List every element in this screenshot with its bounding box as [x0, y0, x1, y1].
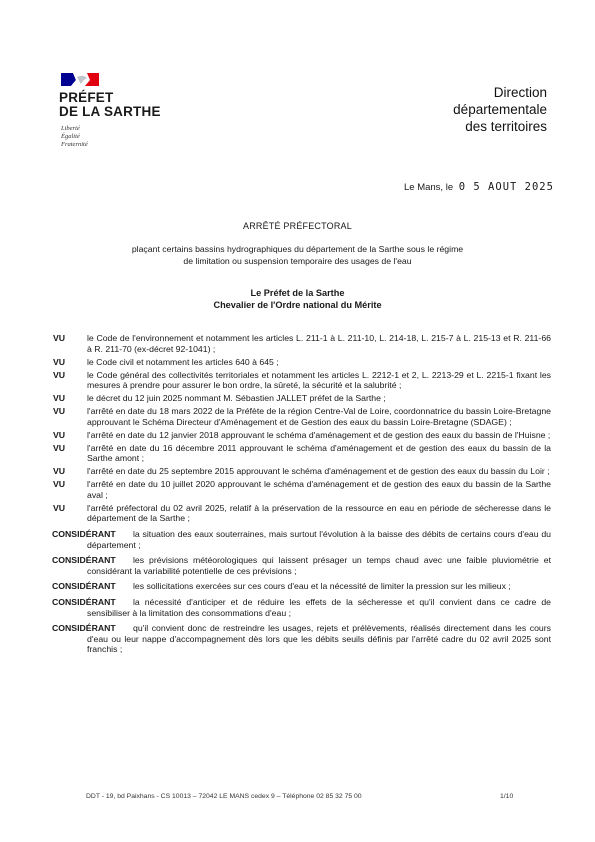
- prefet-title: Le Préfet de la Sarthe: [250, 288, 345, 298]
- prefecture-line-2: DE LA SARTHE: [59, 104, 161, 119]
- clause-text: le Code général des collectivités territoriales et notamment les articles L. 2212-1 et 2, L. 2213-29 et L. 2215-1 fixant les mesures à prendre pour assurer le bon ordre, la sûreté, la sécurité et la salubrité ;: [87, 369, 551, 391]
- clause-text: le Code civil et notamment les articles 640 à 645 ;: [87, 356, 279, 367]
- page-number: 1/10: [500, 793, 514, 800]
- clause-label: CONSIDÉRANT: [52, 581, 116, 592]
- clause-label: CONSIDÉRANT: [52, 529, 116, 540]
- clause-text: l'arrêté en date du 18 mars 2022 de la Préfète de la région Centre-Val de Loire, coordonnatrice du bassin Loire-Bretagne approuvant le Schéma Directeur d'Aménagement et de Gestion des eaux du bassin Loire-Bretagne (SDAGE) ;: [87, 406, 551, 427]
- direction-line-2: départementale: [453, 102, 547, 117]
- clause-vu: [53, 466, 551, 477]
- clause-considerant: [53, 555, 551, 576]
- subject-line-1: plaçant certains bassins hydrographiques du département de la Sarthe sous le régime: [131, 244, 464, 254]
- clauses-list: [53, 333, 551, 655]
- clause-label: VU: [53, 429, 66, 440]
- prefecture-name: [59, 91, 161, 119]
- direction-line-1: Direction: [493, 85, 547, 100]
- clause-text: l'arrêté en date du 25 septembre 2015 approuvant le schéma d'aménagement et de gestion des eaux du bassin du Loir ;: [87, 466, 550, 477]
- clause-text: le décret du 12 juin 2025 nommant M. Sébastien JALLET préfet de la Sarthe ;: [87, 393, 386, 404]
- clause-vu: [53, 503, 551, 524]
- direction-line-3: des territoires: [465, 119, 547, 134]
- republic-motto: [61, 125, 88, 149]
- clause-text: les sollicitations exercées sur ces cours d'eau et la nécessité de limiter la pression sur les milieux ;: [133, 581, 511, 592]
- document-subject: [110, 244, 485, 267]
- clause-text: l'arrêté préfectoral du 02 avril 2025, relatif à la préservation de la ressource en eau en période de sécheresse dans le département de la Sarthe ;: [87, 502, 551, 524]
- clause-vu: [53, 430, 551, 441]
- clause-vu: [53, 333, 551, 354]
- motto-liberte: Liberté: [61, 125, 80, 132]
- document-title: ARRÊTÉ PRÉFECTORAL: [243, 221, 352, 231]
- clause-text: le Code de l'environnement et notamment les articles L. 211-1 à L. 211-10, L. 214-18, L. 215-7 à L. 215-13 et R. 211-66 à R. 211-70 (ex-décret 92-1041) ;: [87, 333, 551, 354]
- clause-text: qu'il convient donc de restreindre les usages, rejets et prélèvements, réalisés directement dans les cours d'eau ou leur nappe d'accompagnement dès lors que les débits seuils définis par l'arrêté cadre du 02 avril 2025 sont franchis ;: [87, 623, 551, 655]
- clause-vu: [53, 479, 551, 500]
- clause-label: VU: [53, 466, 66, 477]
- clause-text: la situation des eaux souterraines, mais surtout l'évolution à la baisse des débits de certains cours d'eau du département ;: [87, 529, 551, 550]
- clause-text: l'arrêté en date du 10 juillet 2020 approuvant le schéma d'aménagement et de gestion des eaux du bassin de la Sarthe aval ;: [87, 479, 551, 500]
- clause-vu: [53, 357, 551, 368]
- clause-considerant: [53, 623, 551, 655]
- clause-text: les prévisions météorologiques qui laissent présager un temps chaud avec une faible pluviométrie et considérant la variabilité potentielle de ces prévisions ;: [87, 555, 551, 576]
- clause-label: CONSIDÉRANT: [52, 596, 116, 607]
- prefecture-line-1: PRÉFET: [59, 90, 114, 105]
- clause-label: VU: [53, 393, 66, 404]
- clause-vu: [53, 393, 551, 404]
- issuing-direction: [380, 84, 547, 135]
- clause-considerant: [53, 597, 551, 618]
- clause-considerant: [53, 529, 551, 550]
- clause-label: VU: [53, 406, 66, 417]
- clause-label: VU: [53, 356, 66, 367]
- clause-label: VU: [53, 479, 66, 490]
- clause-label: VU: [53, 333, 66, 343]
- republic-flag-logo: [59, 71, 101, 88]
- date-line: [404, 181, 554, 193]
- clause-vu: [53, 443, 551, 464]
- motto-egalite: Égalité: [61, 133, 80, 140]
- date-stamp: 0 5 AOUT 2025: [458, 181, 554, 193]
- clause-label: VU: [53, 369, 66, 380]
- prefet-honor: Chevalier de l'Ordre national du Mérite: [213, 300, 382, 310]
- clause-label: VU: [53, 442, 66, 453]
- clause-label: CONSIDÉRANT: [52, 623, 116, 634]
- clause-vu: [53, 406, 551, 427]
- motto-fraternite: Fraternité: [61, 141, 88, 148]
- prefet-block: [0, 287, 595, 311]
- clause-text: la nécessité d'anticiper et de réduire les effets de la sécheresse et qu'il convient dans ce cadre de sensibiliser à la limitation des consommations d'eau ;: [87, 596, 551, 618]
- clause-text: l'arrêté en date du 16 décembre 2011 approuvant le schéma d'aménagement et de gestion des eaux du bassin de la Sarthe amont ;: [87, 442, 551, 464]
- clause-considerant: [53, 581, 551, 592]
- footer-address: DDT - 19, bd Paixhans - CS 10013 – 72042 LE MANS cedex 9 – Téléphone 02 85 32 75 00: [86, 793, 362, 800]
- date-place: Le Mans, le: [404, 182, 454, 193]
- clause-vu: [53, 370, 551, 391]
- clause-label: VU: [53, 502, 66, 513]
- clause-text: l'arrêté en date du 12 janvier 2018 approuvant le schéma d'aménagement et de gestion des eaux du bassin de l'Huisne ;: [87, 429, 551, 440]
- subject-line-2: de limitation ou suspension temporaire des usages de l'eau: [183, 255, 412, 266]
- clause-label: CONSIDÉRANT: [52, 555, 116, 566]
